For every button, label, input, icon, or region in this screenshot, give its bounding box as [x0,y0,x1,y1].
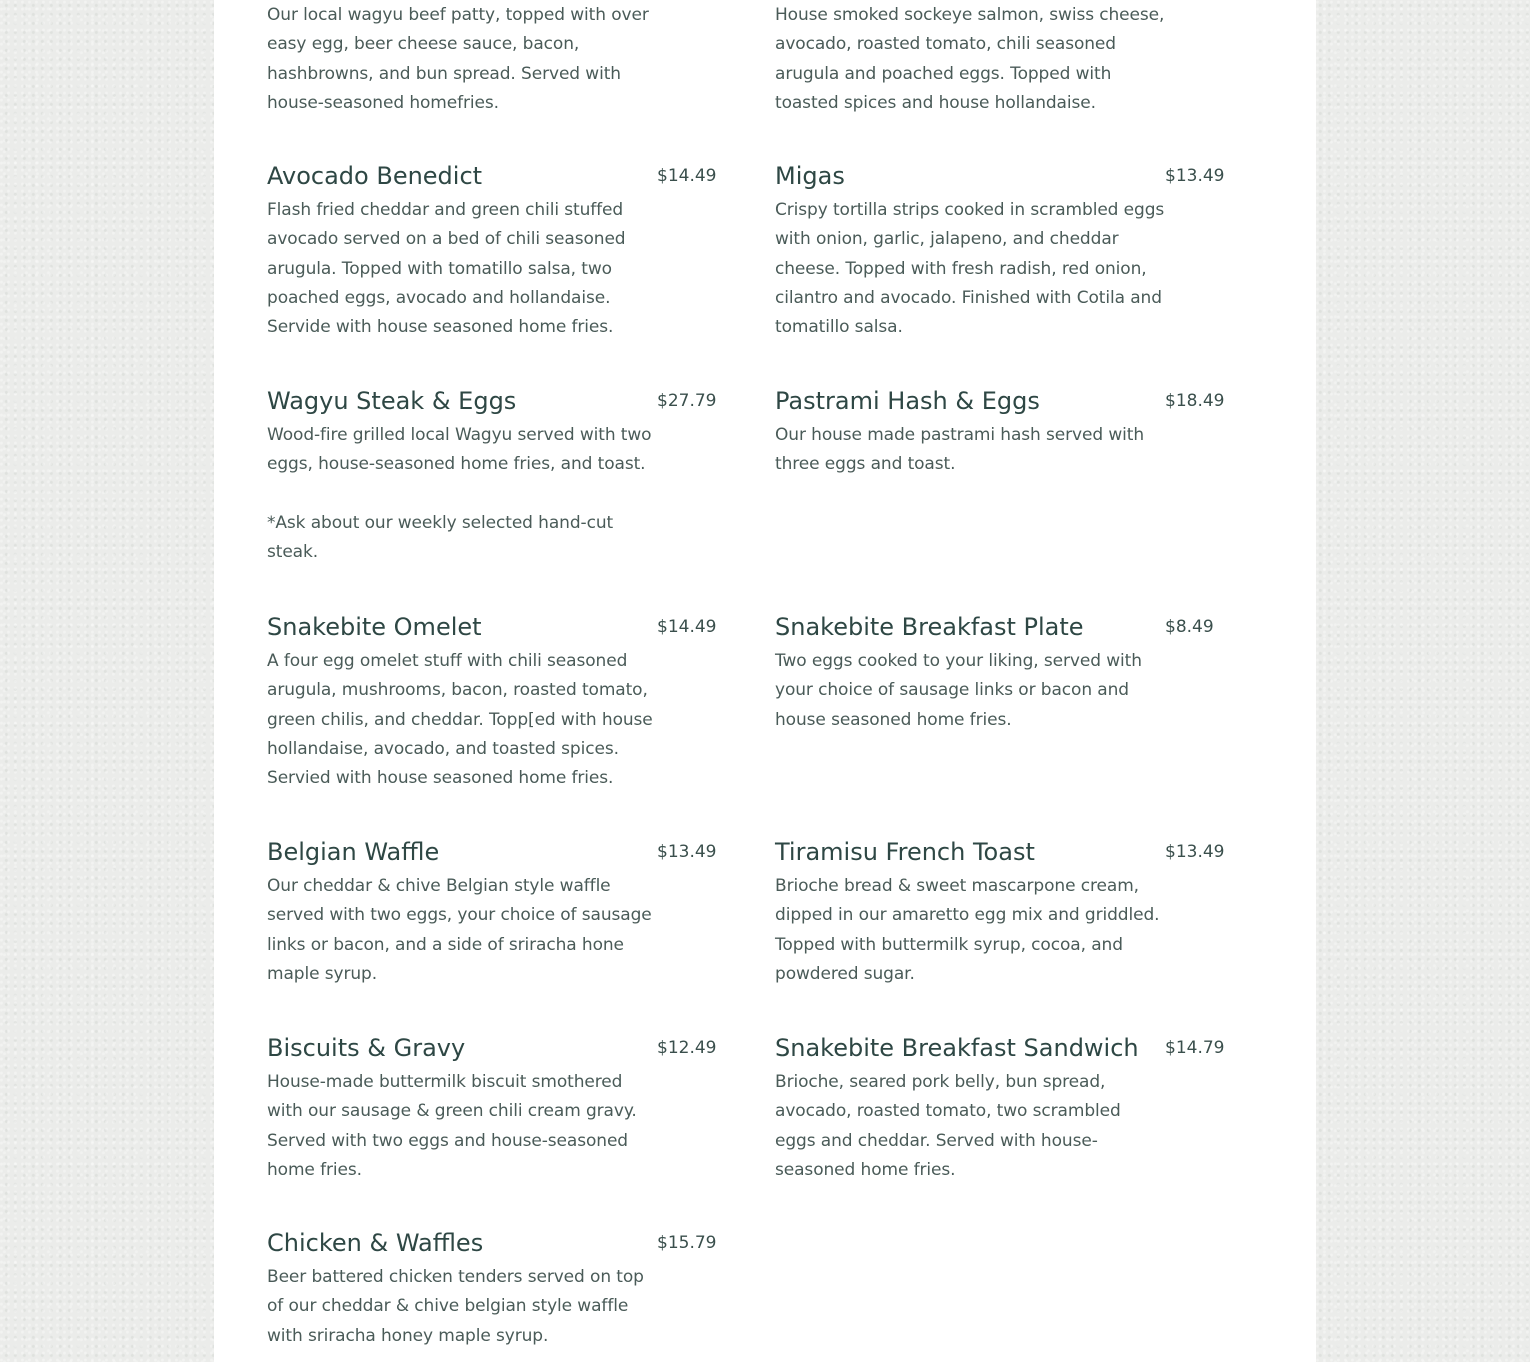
menu-item-price: $13.49 [1165,842,1225,862]
menu-item [267,835,721,1031]
menu-item-price: $13.49 [1165,166,1225,186]
menu-item [775,0,1229,159]
menu-item-description: A four egg omelet stuff with chili seasoned arugula, mushrooms, bacon, roasted tomato, green chilis, and cheddar. Topp[ed with house hollandaise, avocado, and toasted spices. Servied with house seasoned home fries. [267,651,653,789]
menu-item [267,0,721,159]
menu-item-description: Our local wagyu beef patty, topped with over easy egg, beer cheese sauce, bacon, hashbrowns, and bun spread. Served with house-seasoned homefries. [267,5,649,113]
menu-panel [214,0,1316,1362]
menu-item [267,1031,721,1226]
menu-item-price: $15.79 [657,1233,717,1253]
menu-item-price: $14.49 [657,617,717,637]
menu-item-description: Our house made pastrami hash served with three eggs and toast. [775,425,1144,475]
menu-item [775,610,1229,835]
menu-item-price: $8.49 [1165,617,1214,637]
menu-item-name: Chicken & Waffles [267,1229,484,1257]
menu-item [267,1226,721,1362]
menu-item [775,159,1229,384]
menu-item-price: $14.79 [1165,1038,1225,1058]
menu-item-name: Snakebite Breakfast Sandwich [775,1034,1139,1062]
menu-item [775,1031,1229,1226]
menu-item-description: Crispy tortilla strips cooked in scrambled eggs with onion, garlic, jalapeno, and cheddar cheese. Topped with fresh radish, red onion, cilantro and avocado. Finished with Cotila and tomatillo salsa. [775,200,1165,338]
menu-item-price: $12.49 [657,1038,717,1058]
menu-item [267,159,721,384]
menu-item-price: $14.49 [657,166,717,186]
menu-item-description: Brioche bread & sweet mascarpone cream, dipped in our amaretto egg mix and griddled. Topped with buttermilk syrup, cocoa, and powdered sugar. [775,876,1160,984]
menu-item-description: House-made buttermilk biscuit smothered with our sausage & green chili cream gravy. Served with two eggs and house-seasoned home fries. [267,1072,637,1180]
menu-item-name: Snakebite Breakfast Plate [775,613,1084,641]
menu-item-description: House smoked sockeye salmon, swiss cheese, avocado, roasted tomato, chili seasoned arugula and poached eggs. Topped with toasted spices and house hollandaise. [775,5,1165,113]
menu-item [267,384,721,610]
menu-item-name: Migas [775,162,845,190]
menu-item [775,835,1229,1031]
menu-item-name: Avocado Benedict [267,162,483,190]
menu-item-name: Wagyu Steak & Eggs [267,387,517,415]
menu-item-name: Tiramisu French Toast [775,838,1035,866]
menu-item-description: Brioche, seared pork belly, bun spread, avocado, roasted tomato, two scrambled eggs and cheddar. Served with house-seasoned home fries. [775,1072,1121,1180]
menu-item-name: Snakebite Omelet [267,613,482,641]
menu-item-description: Two eggs cooked to your liking, served with your choice of sausage links or bacon and house seasoned home fries. [775,651,1142,730]
menu-item-price: $27.79 [657,391,717,411]
menu-item [775,384,1229,610]
menu-item-name: Belgian Waffle [267,838,440,866]
menu-item-description: Flash fried cheddar and green chili stuffed avocado served on a bed of chili seasoned arugula. Topped with tomatillo salsa, two poached eggs, avocado and hollandaise. Servide with house seasoned home fries. [267,200,626,338]
menu-item-price: $18.49 [1165,391,1225,411]
menu-item-name: Pastrami Hash & Eggs [775,387,1040,415]
menu-item-description: Wood-fire grilled local Wagyu served with two eggs, house-seasoned home fries, and toast. *Ask about our weekly selected hand-cut steak. [267,425,652,563]
menu-item-name: Biscuits & Gravy [267,1034,466,1062]
menu-item [267,610,721,835]
menu-item-price: $13.49 [657,842,717,862]
menu-item-description: Beer battered chicken tenders served on top of our cheddar & chive belgian style waffle with sriracha honey maple syrup. [267,1267,644,1346]
menu-item-description: Our cheddar & chive Belgian style waffle served with two eggs, your choice of sausage links or bacon, and a side of sriracha hone maple syrup. [267,876,652,984]
menu-grid [267,0,1277,1362]
